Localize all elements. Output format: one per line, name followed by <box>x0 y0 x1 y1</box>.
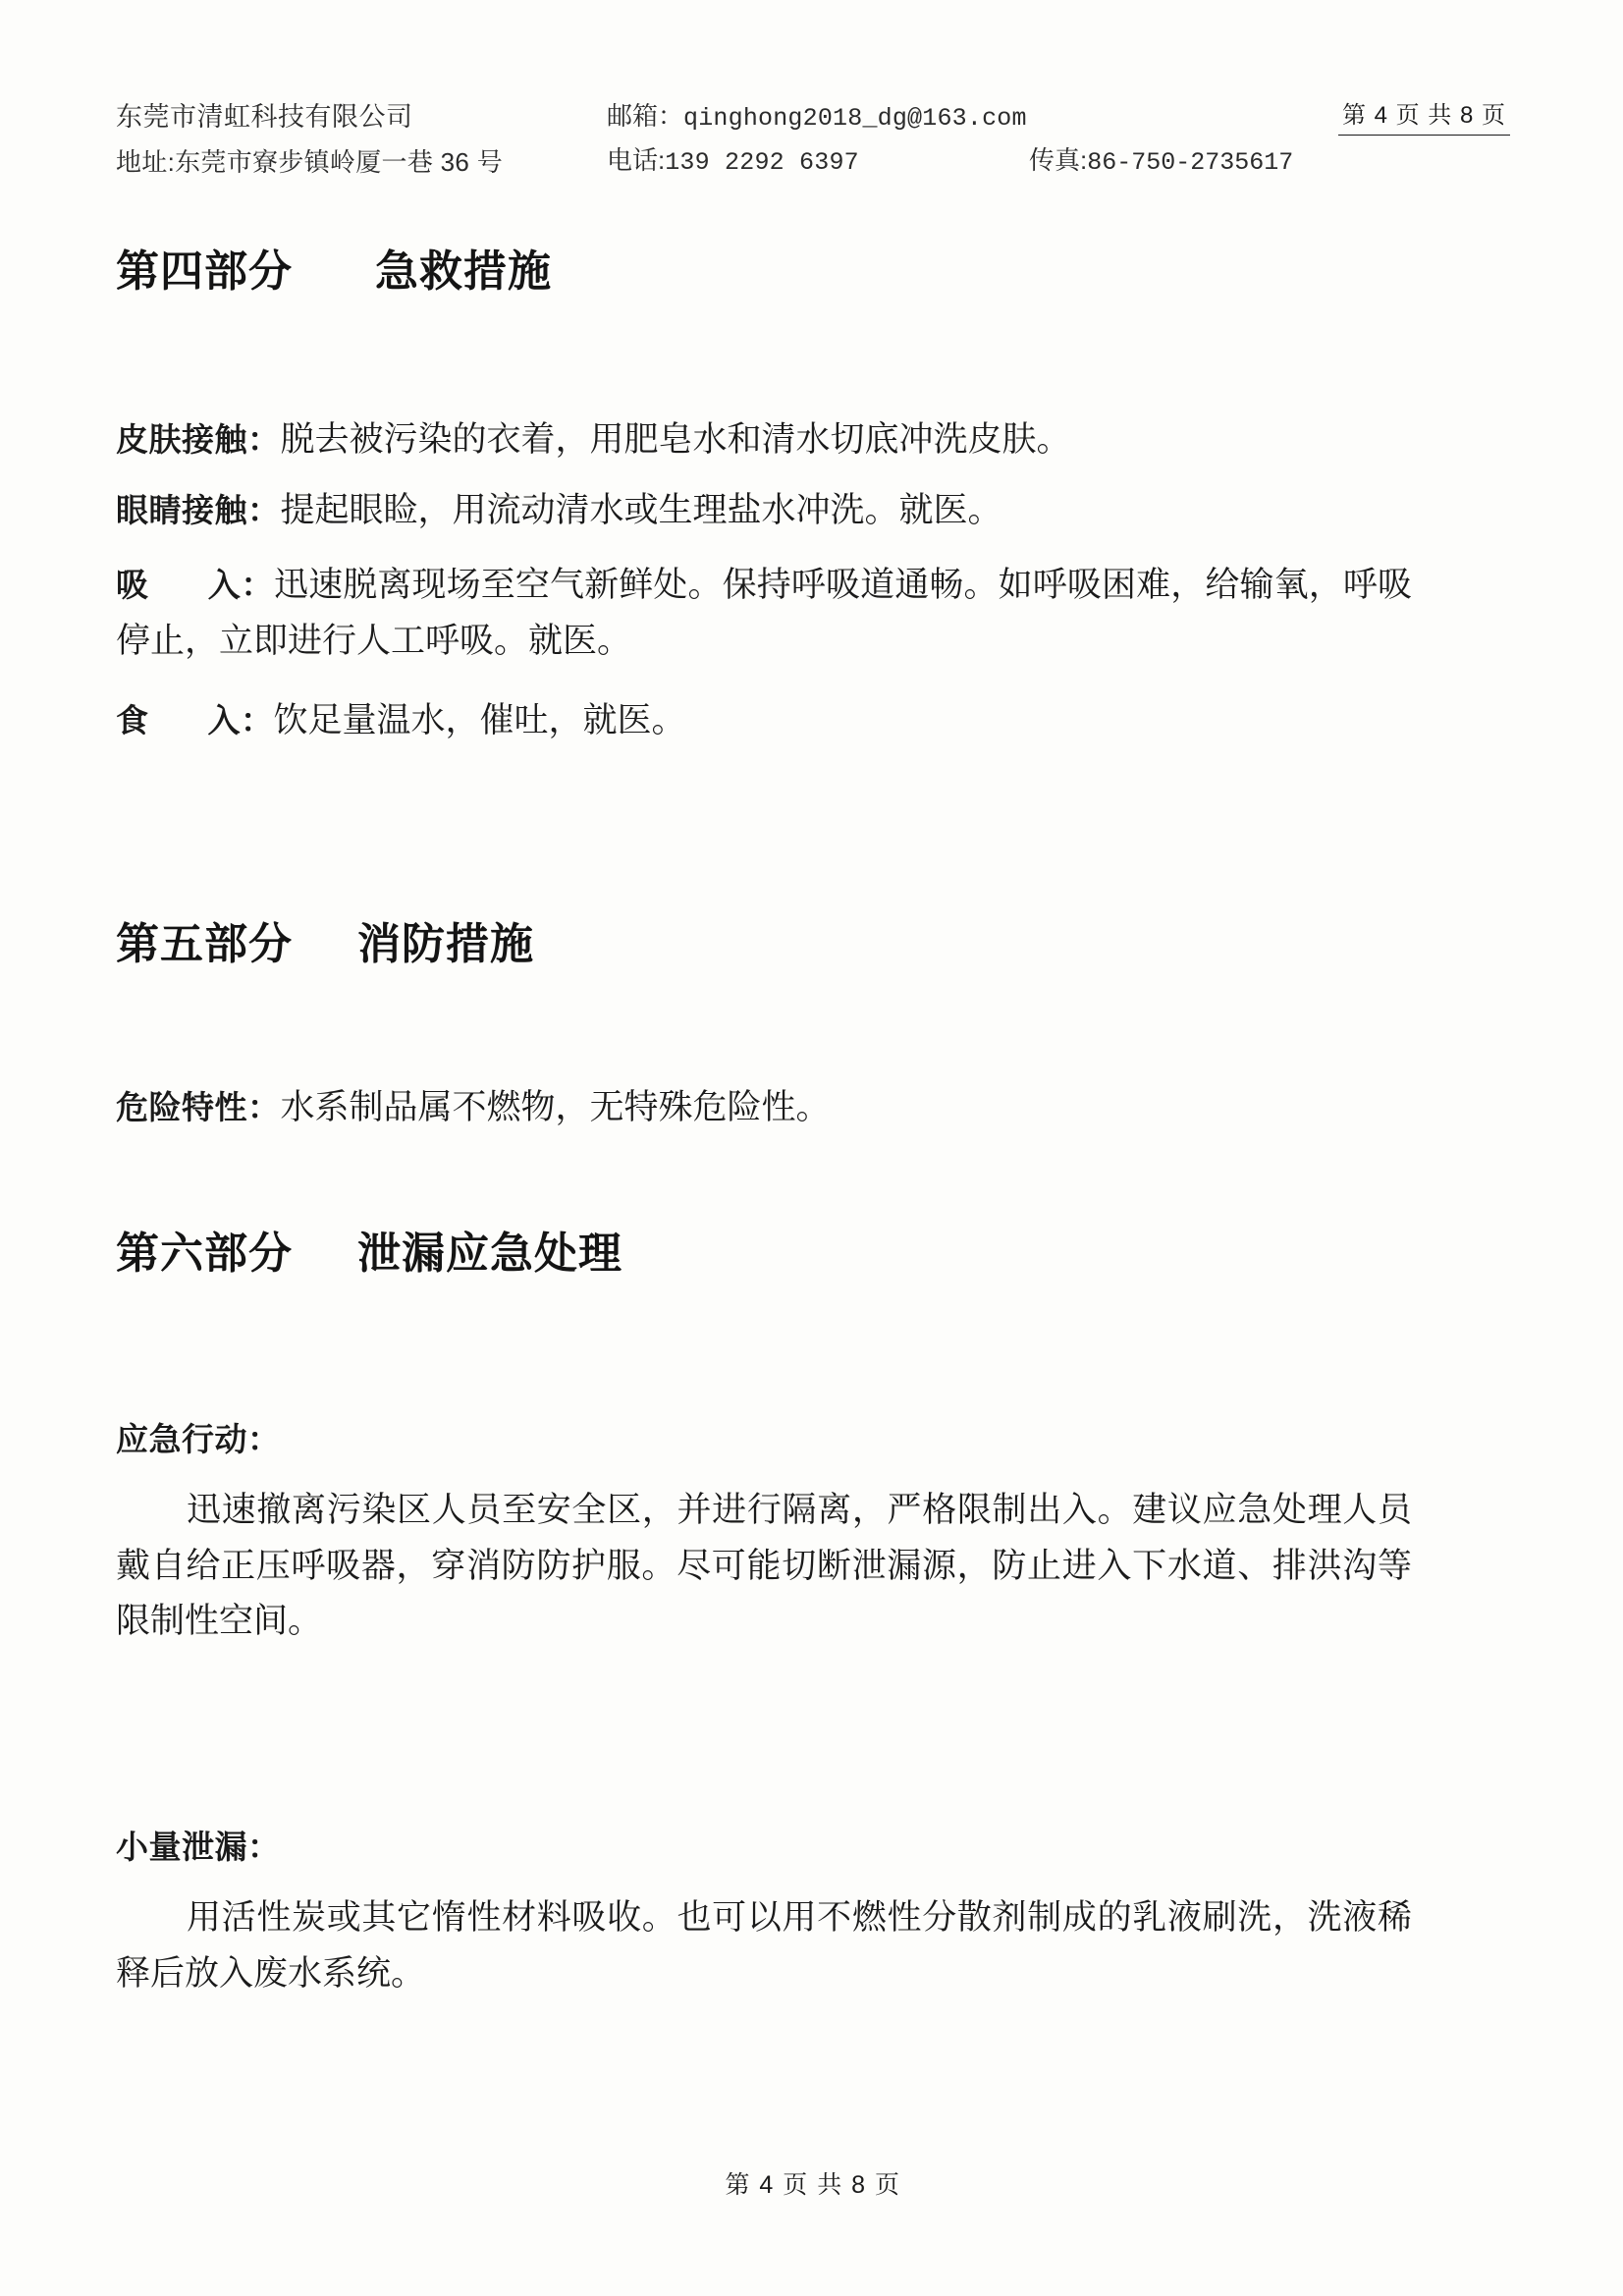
inhalation-paragraph <box>116 558 1412 669</box>
section-4-number: 第四部分 <box>116 246 293 297</box>
inhalation-text: 迅速脱离现场至空气新鲜处。保持呼吸道通畅。如呼吸困难，给输氧，呼吸停止，立即进行人工呼吸。就医。 <box>116 566 1412 660</box>
fax-field <box>1029 147 1293 175</box>
small-spill-paragraph <box>116 1890 1412 2001</box>
inhalation-label-suffix: 入： <box>207 566 274 604</box>
emergency-action-text: 迅速撤离污染区人员至安全区，并进行隔离，严格限制出入。建议应急处理人员戴自给正压呼吸器，穿消防防护服。尽可能切断泄漏源，防止进入下水道、排洪沟等限制性空间。 <box>116 1491 1412 1641</box>
fax-label: 传真: <box>1029 145 1088 175</box>
skin-contact-label: 皮肤接触： <box>116 420 281 459</box>
section-5-title: 消防措施 <box>357 919 534 969</box>
eye-contact-label: 眼睛接触： <box>116 491 281 529</box>
section-heading-5 <box>116 908 534 971</box>
page-number-top: 第 4 页 共 8 页 <box>1338 95 1510 136</box>
ingestion-text: 饮足量温水，催吐，就医。 <box>273 701 686 739</box>
emergency-action-subhead: 应急行动： <box>116 1420 281 1458</box>
section-heading-6 <box>116 1218 622 1281</box>
skin-contact-paragraph <box>116 412 1412 468</box>
section-4-title: 急救措施 <box>375 246 552 297</box>
page-content <box>116 0 1510 2296</box>
hazard-paragraph <box>116 1080 1412 1136</box>
section-6-title: 泄漏应急处理 <box>357 1229 622 1279</box>
section-5-number: 第五部分 <box>116 919 293 969</box>
eye-contact-text: 提起眼睑，用流动清水或生理盐水冲洗。就医。 <box>280 491 1002 529</box>
header-row-2 <box>116 147 1510 175</box>
fax-value: 86-750-2735617 <box>1087 148 1294 177</box>
company-address: 地址:东莞市寮步镇岭厦一巷 36 号 <box>116 147 503 177</box>
ingestion-label: 食 <box>116 701 149 739</box>
section-6-number: 第六部分 <box>116 1229 293 1279</box>
small-spill-subhead: 小量泄漏： <box>116 1828 281 1866</box>
phone-label: 电话: <box>607 145 666 175</box>
emergency-action-paragraph <box>116 1483 1412 1650</box>
hazard-text: 水系制品属不燃物，无特殊危险性。 <box>280 1088 831 1126</box>
section-heading-4 <box>116 236 552 299</box>
skin-contact-text: 脱去被污染的衣着，用肥皂水和清水切底冲洗皮肤。 <box>280 420 1071 459</box>
phone-field <box>607 147 1029 175</box>
phone-value: 139 2292 6397 <box>665 148 859 177</box>
page-number-bottom: 第 4 页 共 8 页 <box>725 2171 901 2199</box>
email-value: qinghong2018_dg@163.com <box>683 104 1027 133</box>
ingestion-label-suffix: 入： <box>207 701 274 739</box>
company-name: 东莞市清虹科技有限公司 <box>116 102 413 132</box>
header-row-1 <box>116 103 1510 131</box>
small-spill-text: 用活性炭或其它惰性材料吸收。也可以用不燃性分散剂制成的乳液刷洗，洗液稀释后放入废水系统。 <box>116 1898 1412 1993</box>
inhalation-label: 吸 <box>116 566 149 604</box>
eye-contact-paragraph <box>116 483 1412 539</box>
ingestion-paragraph <box>116 693 1412 749</box>
email-label: 邮箱： <box>607 101 684 131</box>
page-header <box>116 103 1510 175</box>
hazard-label: 危险特性： <box>116 1088 281 1126</box>
email-field <box>607 103 1029 131</box>
